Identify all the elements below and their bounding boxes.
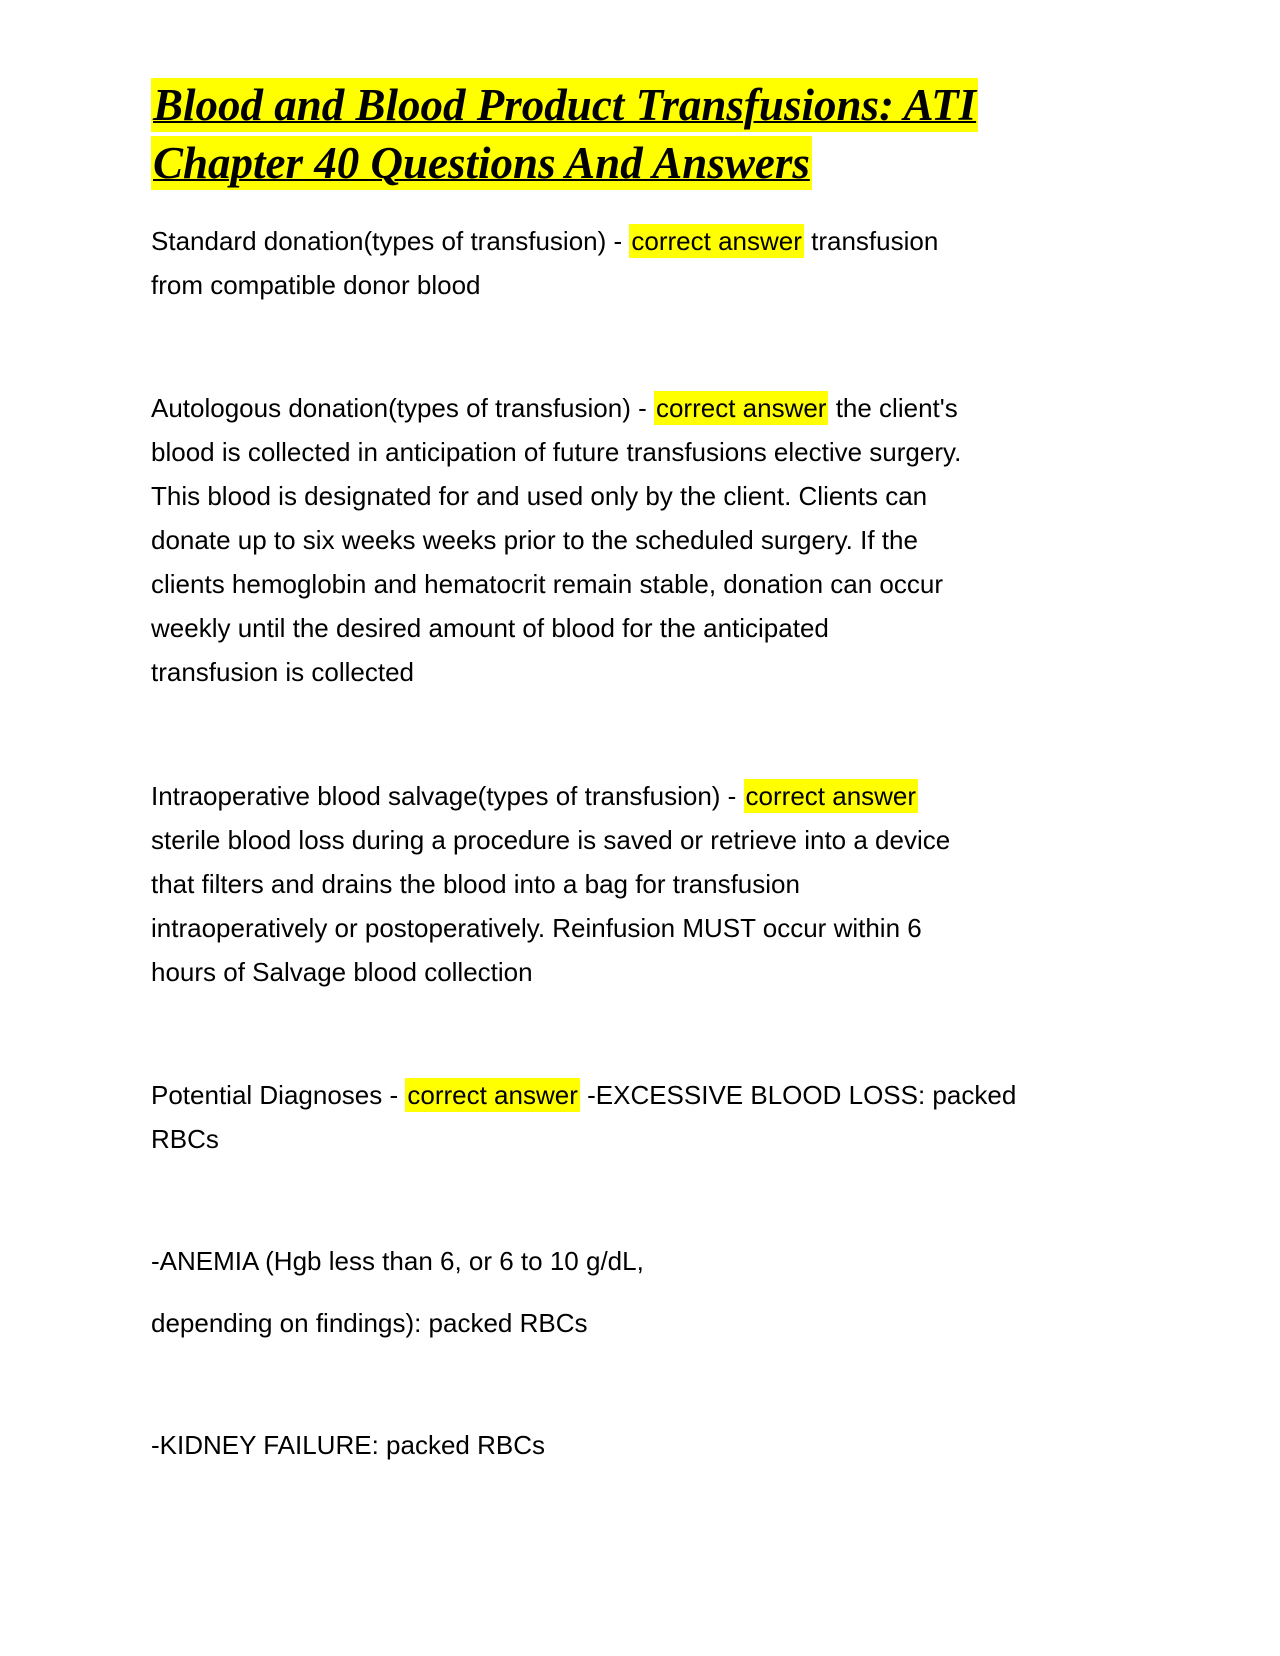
qa-entry-intraoperative-salvage bbox=[151, 774, 950, 994]
answer-text: from compatible donor blood bbox=[151, 270, 481, 300]
document-title bbox=[151, 76, 978, 192]
answer-text: RBCs bbox=[151, 1124, 219, 1154]
question-text: Standard donation(types of transfusion) - bbox=[151, 226, 630, 256]
question-text: Potential Diagnoses - bbox=[151, 1080, 406, 1110]
answer-text: transfusion is collected bbox=[151, 657, 415, 687]
answer-text: blood is collected in anticipation of future transfusions elective surgery. bbox=[151, 437, 962, 467]
question-text: Intraoperative blood salvage(types of transfusion) - bbox=[151, 781, 744, 811]
answer-text: This blood is designated for and used only by the client. Clients can bbox=[151, 481, 928, 511]
answer-text: hours of Salvage blood collection bbox=[151, 957, 533, 987]
kidney-failure-item bbox=[151, 1423, 545, 1467]
answer-label: correct answer bbox=[631, 226, 802, 256]
anemia-item bbox=[151, 1239, 644, 1283]
answer-label: correct answer bbox=[745, 781, 917, 811]
answer-text: weekly until the desired amount of blood for the anticipated bbox=[151, 613, 829, 643]
answer-text: sterile blood loss during a procedure is saved or retrieve into a device bbox=[151, 825, 951, 855]
anemia-line-1: -ANEMIA (Hgb less than 6, or 6 to 10 g/dL, bbox=[151, 1246, 644, 1276]
answer-text: clients hemoglobin and hematocrit remain stable, donation can occur bbox=[151, 569, 944, 599]
answer-label: correct answer bbox=[407, 1080, 578, 1110]
question-text: Autologous donation(types of transfusion) - bbox=[151, 393, 654, 423]
answer-label: correct answer bbox=[655, 393, 827, 423]
qa-entry-autologous-donation bbox=[151, 386, 961, 694]
anemia-line-2: depending on findings): packed RBCs bbox=[151, 1308, 588, 1338]
anemia-item-cont bbox=[151, 1301, 588, 1345]
answer-text: the client's bbox=[828, 393, 958, 423]
title-line-2: Chapter 40 Questions And Answers bbox=[153, 138, 810, 188]
title-line-1: Blood and Blood Product Transfusions: ATI bbox=[153, 80, 977, 130]
answer-text: -EXCESSIVE BLOOD LOSS: packed bbox=[579, 1080, 1017, 1110]
answer-text: that filters and drains the blood into a bag for transfusion bbox=[151, 869, 800, 899]
qa-entry-standard-donation bbox=[151, 219, 938, 307]
kidney-failure-text: -KIDNEY FAILURE: packed RBCs bbox=[151, 1430, 545, 1460]
answer-text: transfusion bbox=[803, 226, 939, 256]
answer-text: intraoperatively or postoperatively. Reinfusion MUST occur within 6 bbox=[151, 913, 922, 943]
answer-text: donate up to six weeks weeks prior to the scheduled surgery. If the bbox=[151, 525, 918, 555]
qa-entry-potential-diagnoses bbox=[151, 1073, 1016, 1161]
